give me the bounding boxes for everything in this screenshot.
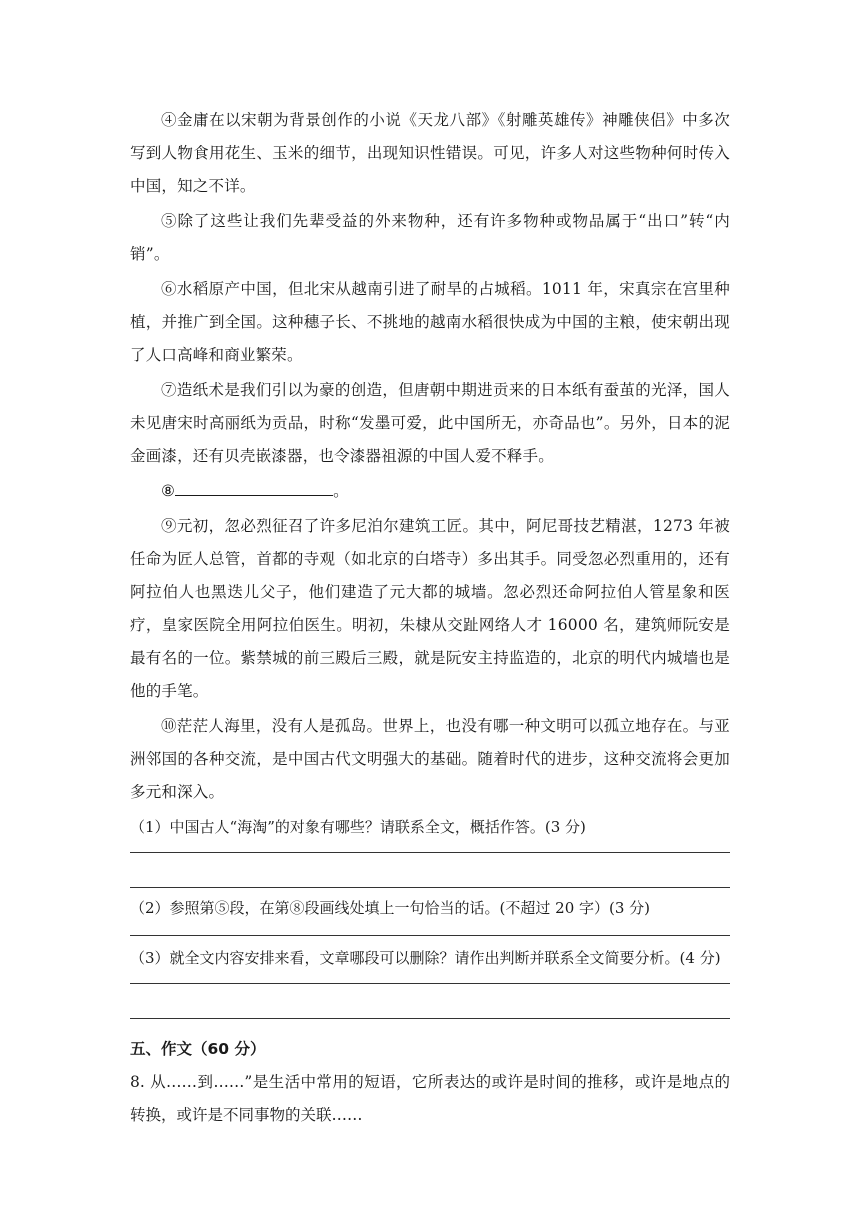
paragraph-4: ④金庸在以宋朝为背景创作的小说《天龙八部》《射雕英雄传》神雕侠侣》中多次写到人物食用花生、玉米的细节，出现知识性错误。可见，许多人对这些物种何时传入中国，知之不详。	[130, 111, 730, 195]
answer-line[interactable]	[130, 925, 730, 936]
paragraph-8-label: ⑧	[161, 482, 176, 500]
answer-line[interactable]	[130, 853, 730, 888]
essay-prompt: 8. 从……到……”是生活中常用的短语，它所表达的或许是时间的推移，或许是地点的转换，或许是不同事物的关联……	[130, 1073, 730, 1124]
paragraph-8	[130, 475, 730, 508]
question-2: （2）参照第⑤段，在第⑧段画线处填上一句恰当的话。(不超过 20 字）(3 分)	[130, 899, 651, 917]
answer-line[interactable]	[130, 844, 730, 853]
paragraph-7: ⑦造纸术是我们引以为豪的创造，但唐朝中期进贡来的日本纸有蚕茧的光泽，国人未见唐宋时高丽纸为贡品，时称“发墨可爱，此中国所无，亦奇品也”。另外，日本的泥金画漆，还有贝壳嵌漆器，也令漆器祖源的中国人爱不释手。	[130, 381, 730, 465]
answer-line[interactable]	[130, 975, 730, 984]
answer-line[interactable]	[130, 984, 730, 1019]
question-3: （3）就全文内容安排来看，文章哪段可以删除？请作出判断并联系全文简要分析。(4 分)	[130, 949, 721, 967]
section-title: 五、作文（60 分）	[130, 1040, 266, 1058]
paragraph-8-end: 。	[333, 482, 349, 500]
paragraph-5: ⑤除了这些让我们先辈受益的外来物种，还有许多物种或物品属于“出口”转“内销”。	[130, 212, 730, 263]
document-page	[130, 104, 730, 1132]
question-1: （1）中国古人“海淘”的对象有哪些？请联系全文，概括作答。(3 分)	[130, 818, 586, 836]
paragraph-6: ⑥水稻原产中国，但北宋从越南引进了耐旱的占城稻。1011 年，宋真宗在宫里种植，并推广到全国。这种穗子长、不挑地的越南水稻很快成为中国的主粮，使宋朝出现了人口高峰和商业繁荣。	[130, 280, 730, 364]
paragraph-10: ⑩茫茫人海里，没有人是孤岛。世界上，也没有哪一种文明可以孤立地存在。与亚洲邻国的各种交流，是中国古代文明强大的基础。随着时代的进步，这种交流将会更加多元和深入。	[130, 717, 730, 801]
fill-in-blank-line[interactable]	[175, 475, 333, 496]
paragraph-9: ⑨元初，忽必烈征召了许多尼泊尔建筑工匠。其中，阿尼哥技艺精湛，1273 年被任命为匠人总管，首都的寺观（如北京的白塔寺）多出其手。同受忽必烈重用的，还有阿拉伯人也黑迭儿父子，他们建造了元大都的城墙。忽必烈还命阿拉伯人管星象和医疗，皇家医院全用阿拉伯医生。明初，朱棣从交趾网络人才 16000 名，建筑师阮安是最有名的一位。紫禁城的前三殿后三殿，就是阮安主持监造的，北京的明代内城墙也是他的手笔。	[130, 517, 730, 700]
